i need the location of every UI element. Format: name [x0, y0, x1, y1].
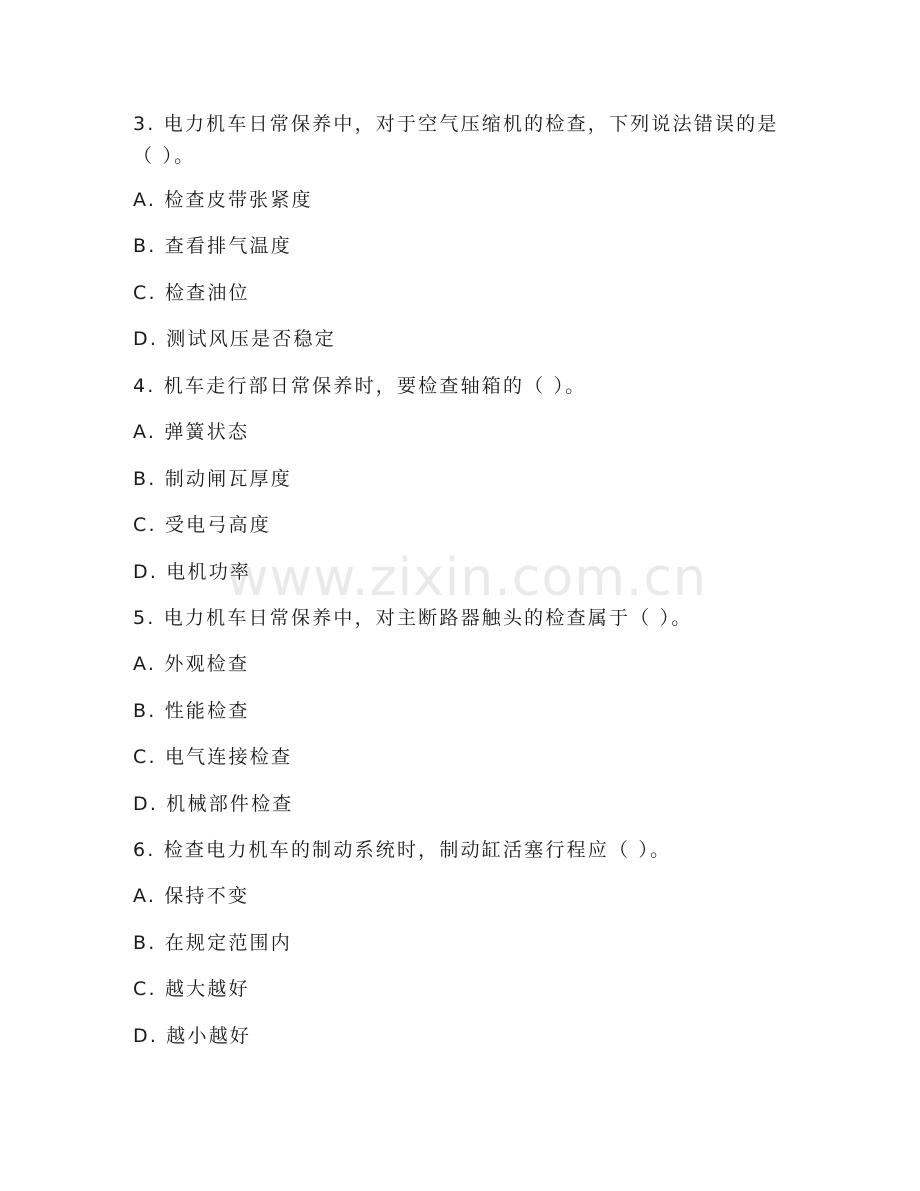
question-4-option-d: D. 电机功率 [133, 561, 252, 583]
question-5-option-a: A. 外观检查 [133, 653, 250, 675]
question-3-stem: 3. 电力机车日常保养中，对于空气压缩机的检查，下列说法错误的是 [133, 113, 779, 135]
question-5-stem: 5. 电力机车日常保养中，对主断路器触头的检查属于（ ）。 [133, 607, 693, 629]
question-6-option-b: B. 在规定范围内 [133, 932, 292, 954]
question-3-option-b: B. 查看排气温度 [133, 235, 292, 257]
question-4-option-a: A. 弹簧状态 [133, 421, 250, 443]
question-3-stem-cont: （ ）。 [133, 145, 196, 167]
question-4-option-b: B. 制动闸瓦厚度 [133, 468, 292, 490]
question-3-option-d: D. 测试风压是否稳定 [133, 328, 336, 350]
question-3-option-a: A. 检查皮带张紧度 [133, 189, 313, 211]
question-4-stem: 4. 机车走行部日常保养时，要检查轴箱的（ ）。 [133, 375, 587, 397]
question-5-option-c: C. 电气连接检查 [133, 746, 293, 768]
question-4-option-c: C. 受电弓高度 [133, 514, 271, 536]
question-6-option-d: D. 越小越好 [133, 1025, 252, 1047]
watermark: www.zixin.com.cn [226, 548, 707, 608]
question-5-option-b: B. 性能检查 [133, 700, 250, 722]
question-3-option-c: C. 检查油位 [133, 282, 250, 304]
question-5-option-d: D. 机械部件检查 [133, 793, 294, 815]
question-6-stem: 6. 检查电力机车的制动系统时，制动缸活塞行程应（ ）。 [133, 839, 672, 861]
question-6-option-a: A. 保持不变 [133, 885, 250, 907]
question-6-option-c: C. 越大越好 [133, 978, 250, 1000]
